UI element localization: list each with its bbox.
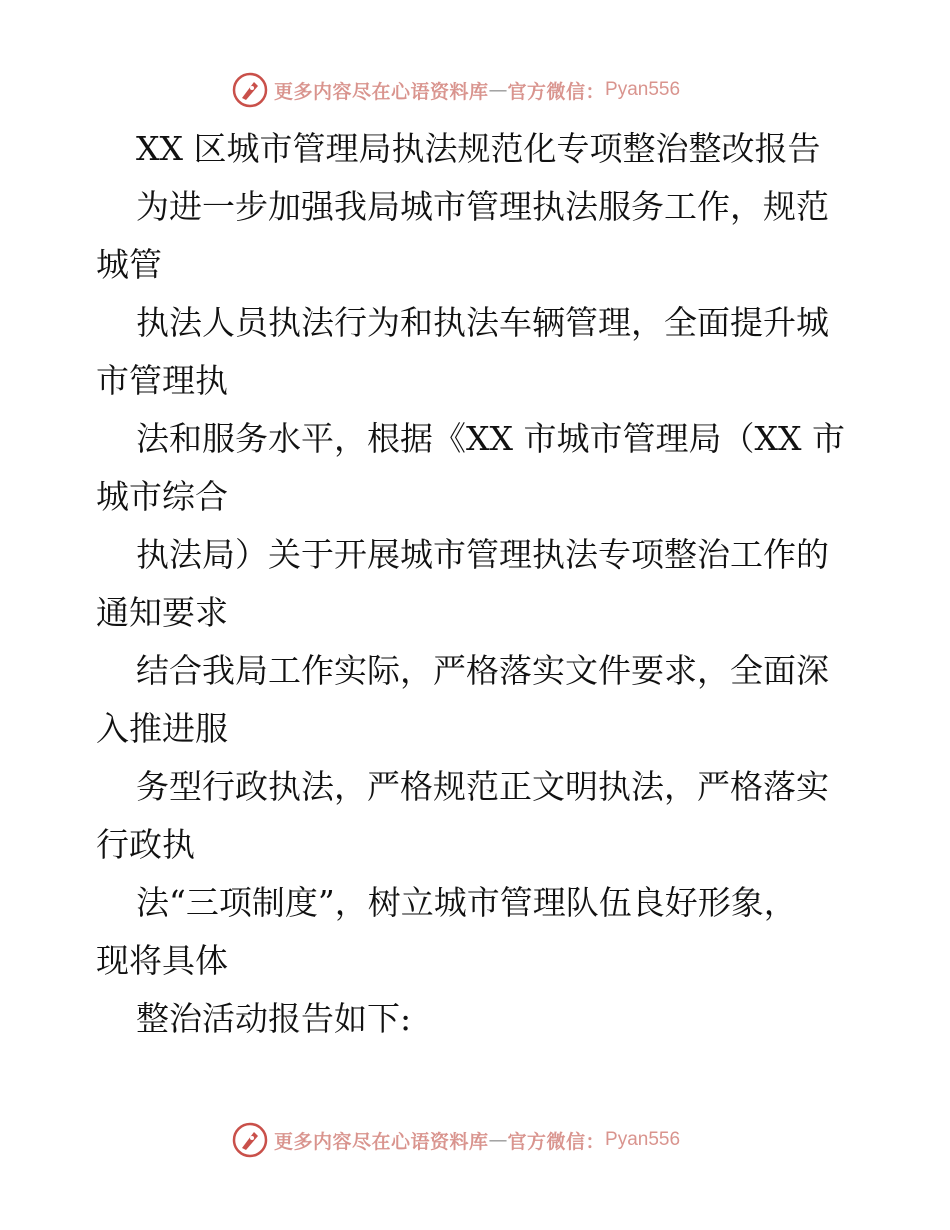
paragraph-line: 务型行政执法，严格规范正文明执法，严格落实 (136, 767, 829, 806)
watermark-id: Pyan556 (605, 1129, 681, 1150)
paragraph-line: 法和服务水平，根据《XX 市城市管理局（XX 市 (136, 419, 845, 458)
document-title: XX 区城市管理局执法规范化专项整治整改报告 (136, 129, 821, 168)
paragraph-line: 执法人员执法行为和执法车辆管理，全面提升城 (136, 303, 829, 342)
paragraph-line: 结合我局工作实际，严格落实文件要求，全面深 (136, 651, 829, 690)
paragraph-line: 为进一步加强我局城市管理执法服务工作，规范 (136, 187, 829, 226)
watermark-label: 官方微信： (507, 1130, 606, 1153)
paragraph-line: 现将具体 (96, 941, 228, 980)
watermark-id: Pyan556 (605, 79, 681, 100)
watermark-text: 更多内容尽在心语资料库 (274, 1130, 489, 1153)
watermark-dash: — (488, 1129, 508, 1151)
paragraph-line: 整治活动报告如下: (136, 999, 412, 1038)
watermark-label: 官方微信： (507, 80, 606, 103)
paragraph-line: 法“三项制度”，树立城市管理队伍良好形象， (136, 883, 797, 922)
paragraph-line: 执法局）关于开展城市管理执法专项整治工作的 (136, 535, 829, 574)
watermark-dash: — (488, 79, 508, 101)
watermark-text: 更多内容尽在心语资料库 (274, 80, 489, 103)
pen-nib-logo-icon (232, 1122, 268, 1158)
paragraph-line: 城管 (96, 245, 162, 284)
pen-nib-logo-icon (232, 72, 268, 108)
header-watermark (232, 70, 680, 110)
document-body (96, 120, 856, 1048)
paragraph-line: 通知要求 (96, 593, 228, 632)
paragraph-line: 行政执 (96, 825, 195, 864)
paragraph-line: 城市综合 (96, 477, 228, 516)
paragraph-line: 入推进服 (96, 709, 228, 748)
footer-watermark (232, 1120, 680, 1160)
paragraph-line: 市管理执 (96, 361, 228, 400)
